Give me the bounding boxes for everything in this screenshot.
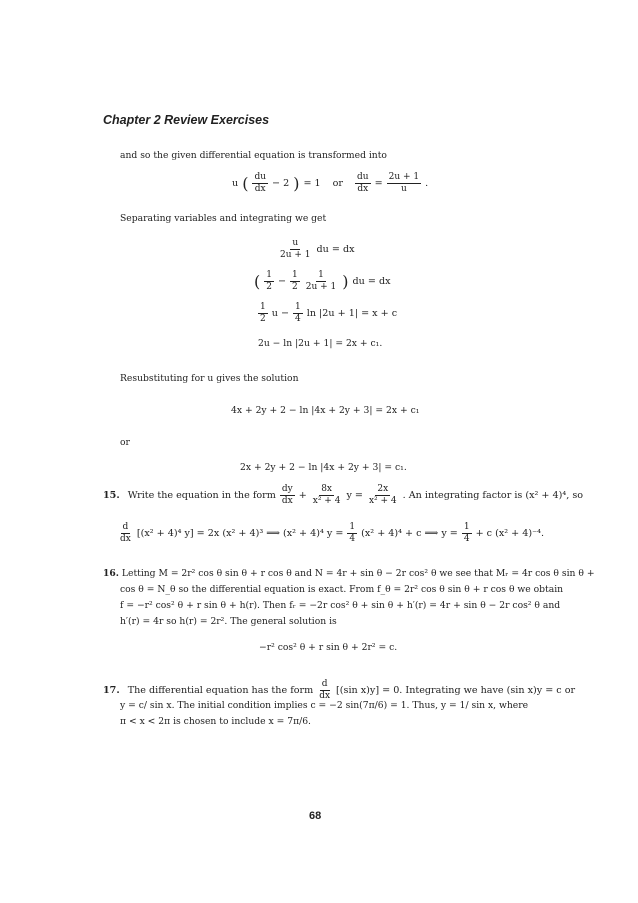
ex15-l2-end: + c (x² + 4)⁻⁴. [475, 528, 545, 539]
ex15-plus: + [298, 490, 307, 501]
ex15-text-b: . An integrating factor is (x² + 4)⁴, so [402, 490, 584, 501]
sep3-rest: ln |2u + 1| = x + c [306, 308, 398, 319]
ex15-l2-h-num: 1 [349, 522, 356, 532]
sep-line-2 [254, 270, 391, 293]
or-word: or [120, 437, 130, 448]
exercise-15-number: 15. [103, 490, 120, 501]
ex15-f2-num: 8x [321, 484, 333, 494]
eq1-frac2 [355, 172, 371, 195]
exercise-16-number: 16. [103, 568, 119, 579]
eq1-rparen: ) [293, 173, 300, 193]
eq1-frac1-den: dx [254, 184, 266, 194]
equation-1 [232, 172, 428, 195]
ex15-l2-frac-d [118, 522, 133, 545]
sep3-a-num: 1 [260, 302, 266, 312]
ex16-l1: Letting M = 2r² cos θ sin θ + r cos θ and N = 4r + sin θ − 2r cos² θ we see that Mᵣ = 4r cos θ sin θ + [121, 568, 595, 579]
sep3-u: u − [271, 308, 290, 319]
sep1-frac-den: 2u + 1 [280, 250, 311, 260]
ex15-text-a: Write the equation in the form [127, 490, 276, 501]
sep-line-4: 2u − ln |2u + 1| = 2x + c₁. [258, 338, 383, 349]
exercise-17-number: 17. [103, 685, 120, 696]
sep-line-3 [258, 302, 397, 325]
ex15-l2-rest: [(x² + 4)⁴ y] = 2x (x² + 4)³ ⟹ (x² + 4)⁴ y = [136, 528, 344, 539]
chapter-header: Chapter 2 Review Exercises [103, 113, 270, 127]
exercise-16-line-3: f = −r² cos² θ + r sin θ + h(r). Then fᵣ = −2r cos² θ + sin θ + h′(r) = 4r + sin θ − 2r cos² θ and [120, 600, 561, 611]
sep1-frac-num: u [292, 238, 299, 248]
sep2-frac-c [304, 270, 339, 293]
sep3-a-den: 2 [260, 314, 266, 324]
ex15-l2-frac-q [462, 522, 472, 545]
sep3-frac-a [258, 302, 268, 325]
eq1-period: . [425, 178, 429, 189]
sep2-minus: − [277, 276, 287, 287]
eq1-rhs: = 1 [303, 178, 321, 189]
eq1-frac2-num: du [357, 172, 369, 182]
ex17-d-den: dx [319, 691, 331, 701]
sep2-frac-b [290, 270, 300, 293]
sep1-rest: du = dx [316, 244, 355, 255]
ex15-l2-q-den: 4 [463, 534, 470, 544]
sep2-c-den: 2u + 1 [305, 282, 337, 292]
ex15-frac2 [311, 484, 343, 507]
eq1-frac1-num: du [254, 172, 266, 182]
eq1-u: u [232, 178, 239, 189]
sep2-b-den: 2 [292, 282, 298, 292]
eq1-frac2-den: dx [357, 184, 369, 194]
separating-line: Separating variables and integrating we get [120, 213, 327, 224]
ex15-l2-h-den: 4 [349, 534, 356, 544]
ex17-l1-a: The differential equation has the form [127, 685, 314, 696]
sep2-a-den: 2 [266, 282, 272, 292]
exercise-16-line-4: h′(r) = 4r so h(r) = 2r². The general solution is [120, 616, 337, 627]
ex15-l2-q-num: 1 [463, 522, 470, 532]
eq1-frac1 [252, 172, 268, 195]
ex17-d-num: d [321, 679, 328, 689]
eq1-minus2: − 2 [272, 178, 290, 189]
ex15-f1-num: dy [281, 484, 293, 494]
eq1-frac3 [387, 172, 422, 195]
sep2-c-num: 1 [318, 270, 324, 280]
exercise-16-line-1 [103, 567, 595, 580]
sep2-rest: du = dx [352, 276, 391, 287]
exercise-16-solution: −r² cos² θ + r sin θ + 2r² = c. [259, 642, 398, 653]
sep2-a-num: 1 [266, 270, 272, 280]
ex15-l2-d-den: dx [120, 534, 131, 544]
ex15-l2-mid: (x² + 4)⁴ + c ⟹ y = [361, 528, 458, 539]
intro-line: and so the given differential equation is transformed into [120, 150, 387, 161]
ex15-l2-frac-h [347, 522, 357, 545]
ex15-f3-den: x² + 4 [368, 496, 397, 506]
solution-2: 2x + 2y + 2 − ln |4x + 2y + 3| = c₁. [240, 462, 407, 473]
sep3-b-den: 4 [295, 314, 301, 324]
eq1-frac3-num: 2u + 1 [388, 172, 420, 182]
page-number: 68 [309, 810, 322, 822]
sep2-b-num: 1 [292, 270, 298, 280]
ex15-frac3 [367, 484, 399, 507]
exercise-15-line-2 [118, 522, 544, 545]
eq1-lparen: ( [242, 173, 249, 193]
ex17-l1-b: [(sin x)y] = 0. Integrating we have (sin x)y = c or [336, 685, 576, 696]
ex15-f1-den: dx [281, 496, 293, 506]
ex15-f2-den: x² + 4 [312, 496, 341, 506]
sep2-rparen: ) [342, 271, 349, 291]
eq1-equals: = [374, 178, 383, 189]
ex15-frac1 [280, 484, 295, 507]
sep-line-1 [278, 238, 355, 261]
ex15-f3-num: 2x [377, 484, 389, 494]
eq1-frac3-den: u [401, 184, 407, 194]
sep3-frac-b [293, 302, 303, 325]
sep1-frac [278, 238, 313, 261]
ex15-l2-d-num: d [122, 522, 129, 532]
exercise-17-line-2: y = c/ sin x. The initial condition implies c = −2 sin(7π/6) = 1. Thus, y = 1/ sin x, where [120, 700, 529, 711]
ex15-y-eq: y = [346, 490, 363, 501]
solution-1: 4x + 2y + 2 − ln |4x + 2y + 3| = 2x + c₁ [231, 405, 420, 416]
sep2-lparen: ( [254, 271, 261, 291]
resubstituting-line: Resubstituting for u gives the solution [120, 373, 299, 384]
exercise-15-line-1 [103, 484, 583, 507]
exercise-17-line-3: π < x < 2π is chosen to include x = 7π/6. [120, 716, 311, 727]
sep2-frac-a [264, 270, 274, 293]
sep3-b-num: 1 [295, 302, 301, 312]
exercise-16-line-2: cos θ = N_θ so the differential equation is exact. From f_θ = 2r² cos θ sin θ + r cos θ we obtain [120, 584, 564, 595]
eq1-or: or [332, 178, 344, 189]
